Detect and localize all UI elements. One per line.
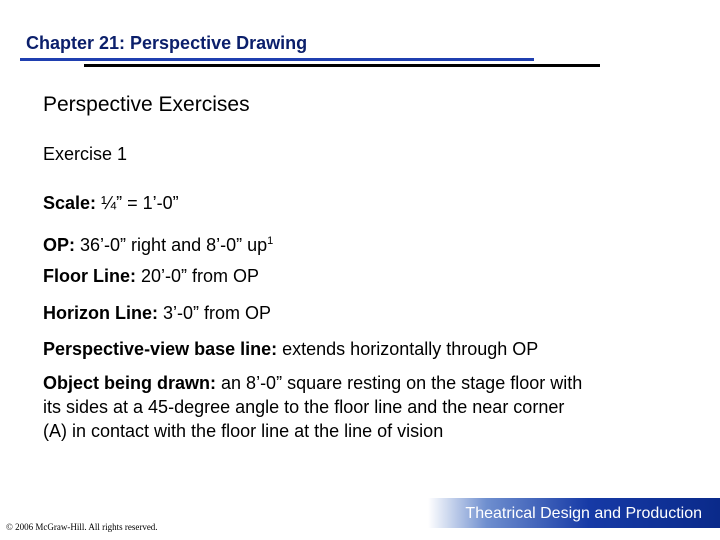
object-description bbox=[43, 371, 673, 443]
header-rule-black bbox=[84, 64, 600, 67]
object-text-1: an 8’-0” square resting on the stage floor with bbox=[221, 373, 583, 393]
base-line-label: Perspective-view base line: bbox=[43, 339, 278, 359]
floor-line-label: Floor Line: bbox=[43, 266, 136, 286]
horizon-line-label: Horizon Line: bbox=[43, 303, 158, 323]
scale-line bbox=[43, 191, 179, 215]
exercise-label: Exercise 1 bbox=[43, 144, 128, 164]
op-value: 36’-0” right and 8’-0” up bbox=[80, 235, 268, 255]
scale-value: ¼” = 1’-0” bbox=[101, 193, 179, 213]
scale-label: Scale: bbox=[43, 193, 97, 213]
horizon-line-value: 3’-0” from OP bbox=[163, 303, 272, 323]
object-line-1 bbox=[43, 371, 673, 395]
header-rule-blue bbox=[20, 58, 534, 61]
floor-line bbox=[43, 264, 259, 288]
base-line bbox=[43, 337, 538, 361]
object-text-2: its sides at a 45-degree angle to the floor line and the near corner bbox=[43, 397, 565, 417]
slide-title: Perspective Exercises bbox=[43, 93, 250, 116]
horizon-line bbox=[43, 301, 271, 325]
base-line-value: extends horizontally through OP bbox=[282, 339, 539, 359]
chapter-header: Chapter 21: Perspective Drawing bbox=[26, 33, 308, 53]
floor-line-value: 20’-0” from OP bbox=[141, 266, 260, 286]
object-text-3: (A) in contact with the floor line at the line of vision bbox=[43, 421, 444, 441]
op-footnote: 1 bbox=[267, 235, 274, 247]
op-line bbox=[43, 229, 273, 257]
object-label: Object being drawn: bbox=[43, 373, 217, 393]
op-label: OP: bbox=[43, 235, 76, 255]
footer-book-title: Theatrical Design and Production bbox=[465, 505, 702, 522]
copyright-notice: © 2006 McGraw-Hill. All rights reserved. bbox=[6, 522, 158, 532]
